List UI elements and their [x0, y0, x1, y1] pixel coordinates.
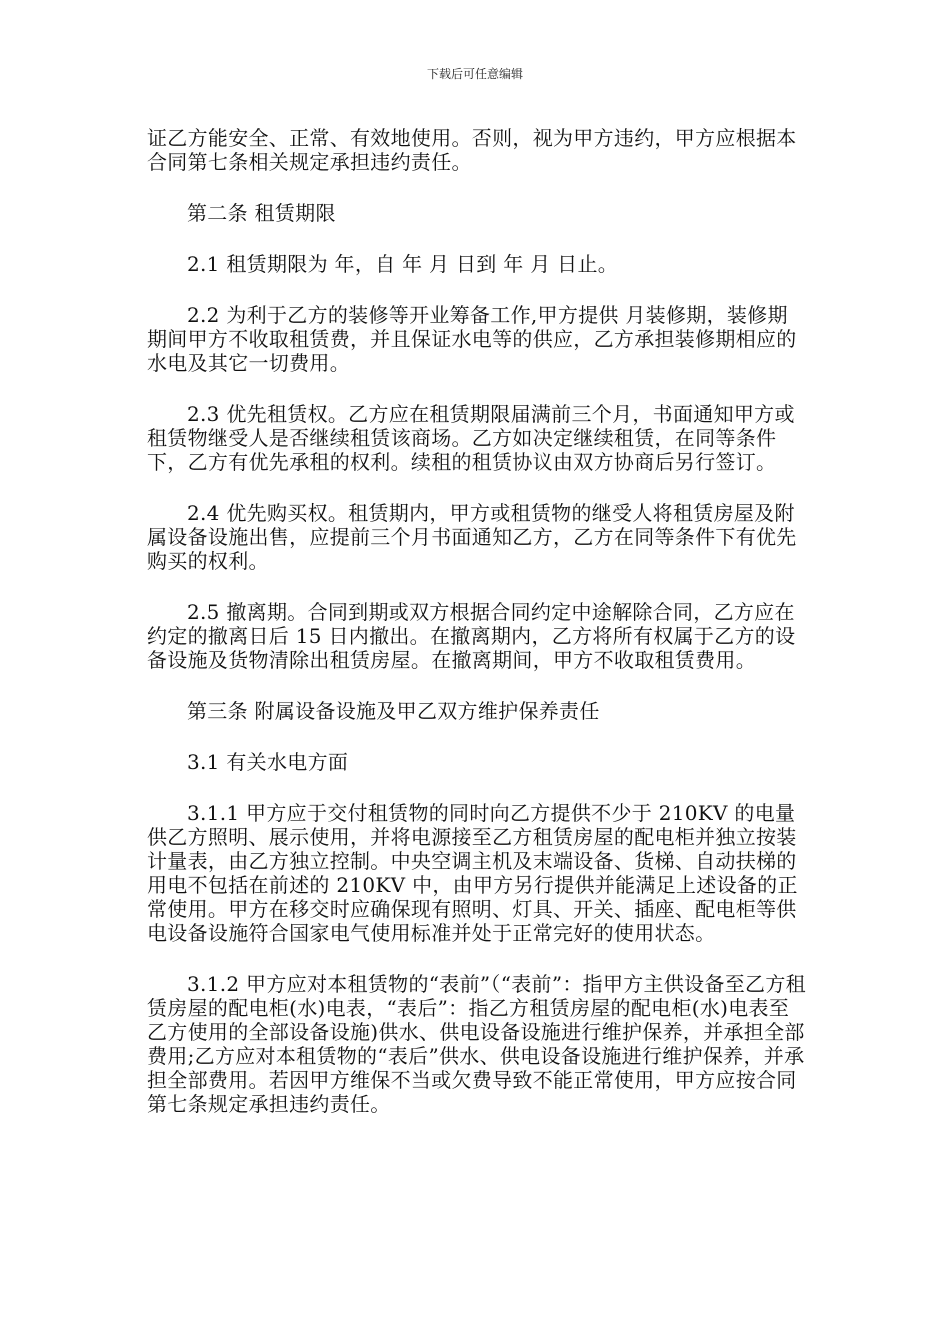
document-body: [147, 126, 807, 1143]
clause-3-1-1: 3.1.1 甲方应于交付租赁物的同时向乙方提供不少于 210KV 的电量供乙方照明、展示使用，并将电源接至乙方租赁房屋的配电柜并独立按装计量表，由乙方独立控制。中央空调主机及末端设备、货梯、自动扶梯的用电不包括在前述的 210KV 中，由甲方另行提供并能满足上述设备的正常使用。甲方在移交时应确保现有照明、灯具、开关、插座、配电柜等供电设备设施符合国家电气使用标准并处于正常完好的使用状态。: [147, 801, 798, 945]
article-3-heading: 第三条 附属设备设施及甲乙双方维护保养责任: [187, 699, 600, 723]
paragraph-continuation: 证乙方能安全、正常、有效地使用。否则，视为甲方违约，甲方应根据本合同第七条相关规定承担违约责任。: [147, 126, 797, 174]
clause-3-1-2: 3.1.2 甲方应对本租赁物的“表前”（“表前”：指甲方主供设备至乙方租赁房屋的配电柜(水)电表，“表后”：指乙方租赁房屋的配电柜(水)电表至乙方使用的全部设备设施)供水、供电设备设施进行维护保养，并承担全部费用;乙方应对本租赁物的“表后”供水、供电设备设施进行维护保养，并承担全部费用。若因甲方维保不当或欠费导致不能正常使用，甲方应按合同第七条规定承担违约责任。: [147, 972, 806, 1116]
clause-2-3: 2.3 优先租赁权。乙方应在租赁期限届满前三个月，书面通知甲方或租赁物继受人是否继续租赁该商场。乙方如决定继续租赁，在同等条件下，乙方有优先承租的权利。续租的租赁协议由双方协商后另行签订。: [147, 402, 795, 474]
clause-2-5: 2.5 撤离期。合同到期或双方根据合同约定中途解除合同，乙方应在约定的撤离日后 15 日内撤出。在撤离期内，乙方将所有权属于乙方的设备设施及货物清除出租赁房屋。在撤离期间，甲方不收取租赁费用。: [147, 600, 796, 672]
clause-2-4: 2.4 优先购买权。租赁期内，甲方或租赁物的继受人将租赁房屋及附属设备设施出售，应提前三个月书面通知乙方，乙方在同等条件下有优先购买的权利。: [147, 501, 797, 573]
clause-3-1: 3.1 有关水电方面: [187, 750, 349, 774]
clause-2-1: 2.1 租赁期限为 年，自 年 月 日到 年 月 日止。: [187, 252, 619, 276]
page-header: 下载后可任意编辑: [426, 67, 523, 81]
article-2-heading: 第二条 租赁期限: [187, 201, 336, 225]
clause-2-2: 2.2 为利于乙方的装修等开业筹备工作,甲方提供 月装修期，装修期期间甲方不收取租赁费，并且保证水电等的供应，乙方承担装修期相应的水电及其它一切费用。: [147, 303, 797, 375]
